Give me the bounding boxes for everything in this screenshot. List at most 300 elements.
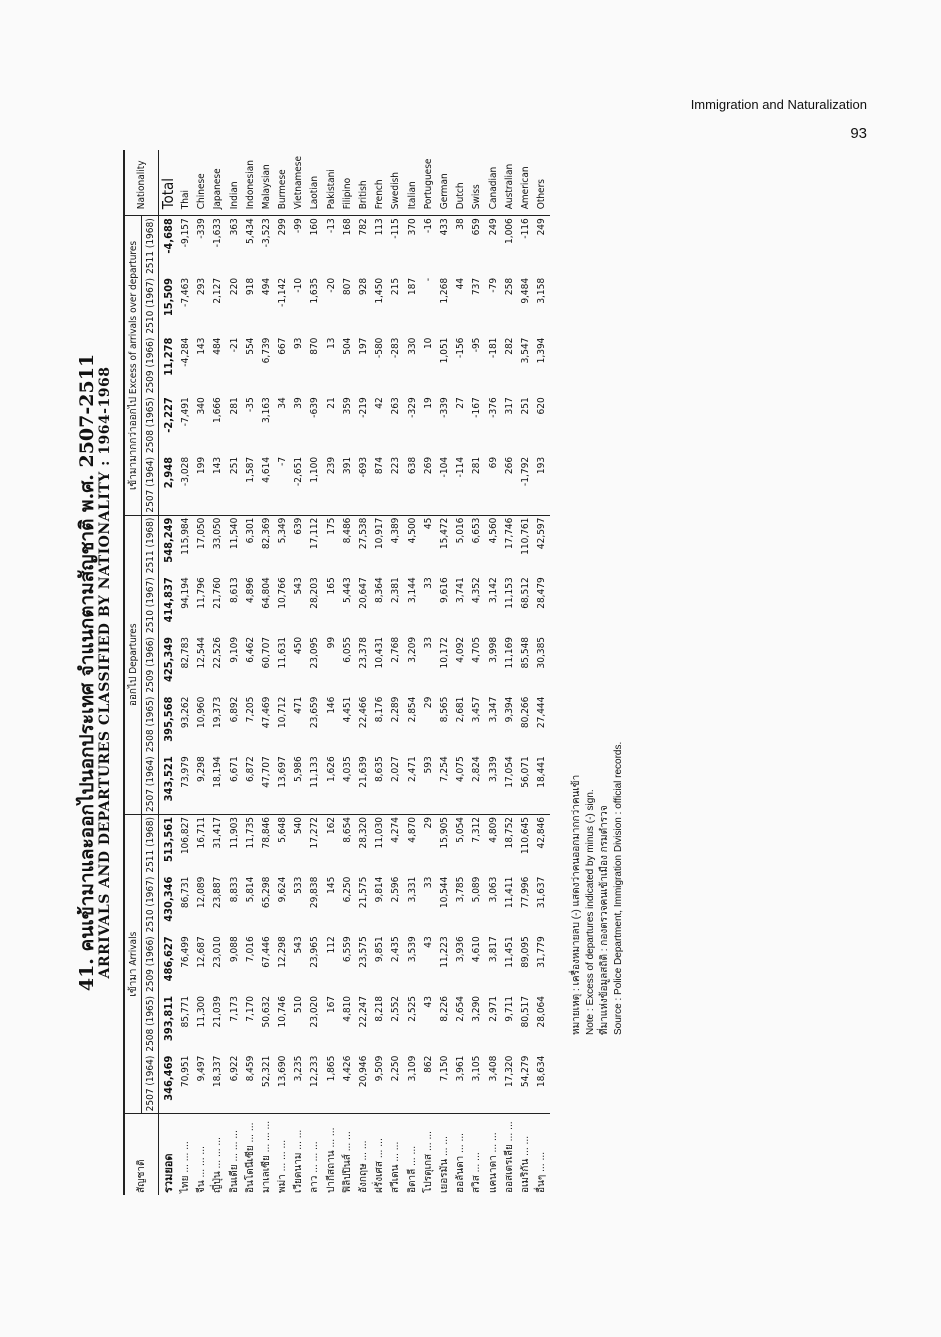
table-cell: 11,030 (372, 814, 388, 874)
table-cell: 11,223 (438, 936, 450, 968)
table-cell: -115 (388, 216, 404, 276)
year-header: 2510 (1967) (142, 575, 159, 635)
year-header: 2511 (1968) (142, 515, 159, 575)
year-header: 2511 (1968) (142, 814, 159, 874)
table-cell: 11,540 (226, 515, 242, 575)
table-cell: 425,349 (161, 636, 175, 683)
table-cell: 23,659 (309, 696, 321, 729)
table-cell: 543 (293, 936, 305, 954)
source-thai: ที่มาแห่งข้อมูลสถิติ : กองตรวจคนเข้าเมือง กรมตำรวจ (599, 805, 610, 1035)
table-cell: 10,431 (374, 636, 386, 669)
table-cell: 78,846 (258, 814, 274, 874)
table-cell: 928 (358, 277, 370, 296)
table-cell: 82,369 (258, 515, 274, 575)
table-cell: 56,071 (519, 756, 531, 788)
table-cell: 175 (323, 515, 339, 575)
table-cell: 6,250 (341, 876, 353, 903)
table-row (517, 150, 533, 1195)
table-cell: 807 (341, 277, 353, 296)
table-cell: -7,491 (179, 397, 191, 427)
table-cell: 29 (422, 696, 434, 709)
table-cell: 2,525 (406, 995, 418, 1022)
table-cell: 3,109 (406, 1055, 418, 1082)
table-cell: 8,613 (228, 577, 240, 604)
table-cell: 8,459 (244, 1055, 256, 1082)
table-cell: 220 (228, 277, 240, 296)
table-cell: 3,144 (406, 577, 418, 604)
table-cell: 5,986 (293, 756, 305, 783)
table-cell: 8,833 (228, 876, 240, 903)
table-row (291, 150, 307, 1195)
table-cell: 9,497 (196, 1055, 208, 1082)
table-cell: 215 (390, 277, 402, 296)
table-cell: 11,796 (196, 577, 208, 609)
row-label-thai: รวมยอด (159, 1114, 178, 1195)
table-cell: 13,690 (277, 1055, 289, 1088)
table-cell: 2,250 (390, 1055, 402, 1082)
table-cell: 80,266 (519, 696, 531, 729)
table-row (453, 150, 469, 1195)
table-cell: 239 (325, 456, 337, 475)
table-cell: 5,349 (275, 515, 291, 575)
table-cell: 10,746 (277, 995, 289, 1028)
row-label-english: German (438, 173, 450, 210)
table-cell: 7,170 (244, 995, 256, 1022)
table-cell: 7,016 (244, 936, 256, 963)
table-cell: 115,984 (177, 515, 193, 575)
table-cell: 17,050 (194, 515, 210, 575)
table-cell: 484 (212, 337, 224, 355)
group-excess: เข้ามามากกว่าออกไป Excess of arrivals over departures (124, 216, 142, 515)
table-cell: 7,150 (438, 1055, 450, 1082)
table-cell: 113 (372, 216, 388, 276)
table-cell: 3,785 (455, 876, 467, 903)
table-cell: 27,444 (536, 696, 548, 729)
table-cell: 21,760 (212, 577, 224, 609)
table-cell: 540 (291, 814, 307, 874)
table-cell: 620 (536, 397, 548, 415)
table-cell: 9,088 (228, 936, 240, 963)
table-cell: 1,394 (536, 337, 548, 364)
table-cell: 4,809 (485, 814, 501, 874)
page-number: 93 (850, 125, 867, 142)
table-cell: 638 (406, 456, 418, 475)
table-cell: 8,486 (339, 515, 355, 575)
table-cell: 167 (325, 995, 337, 1014)
table-cell: 17,054 (503, 756, 515, 788)
table-cell: -7 (277, 456, 289, 466)
table-cell: 65,298 (260, 876, 272, 909)
row-label-english: Pakistani (325, 169, 337, 210)
table-cell: 89,095 (519, 936, 531, 968)
table-cell: 6,559 (341, 936, 353, 963)
table-cell: 8,364 (374, 577, 386, 604)
table-cell: 258 (503, 277, 515, 296)
table-cell: 23,378 (358, 636, 370, 669)
table-cell: 4,075 (455, 756, 467, 783)
table-cell: 93,262 (179, 696, 191, 729)
table-notes (570, 742, 626, 1035)
table-cell: 47,469 (260, 696, 272, 729)
table-cell: 395,568 (161, 696, 175, 742)
table-cell: -16 (420, 216, 436, 276)
table-cell: 4,610 (471, 936, 483, 963)
table-cell: 9,624 (277, 876, 289, 903)
row-label-thai: อิตาลี ... ... (404, 1114, 420, 1195)
title-thai: 41. คนเข้ามาและออกไปนอกประเทศ จำแนกตามสัญชาติ พ.ศ. 2507-2511 (76, 353, 98, 992)
table-cell: 28,320 (355, 814, 371, 874)
table-cell: 143 (196, 337, 208, 355)
table-cell: 510 (293, 995, 305, 1014)
table-cell: 2,381 (390, 577, 402, 604)
table-cell: 73,979 (179, 756, 191, 788)
table-cell: 27 (455, 397, 467, 409)
table-cell: 18,337 (212, 1055, 224, 1088)
table-cell: 8,226 (438, 995, 450, 1022)
row-label-thai: อื่นๆ ... ... (534, 1114, 550, 1195)
table-cell: -3,523 (258, 216, 274, 276)
table-cell: 659 (469, 216, 485, 276)
row-label-english: Indian (228, 181, 240, 210)
table-cell: 2,471 (406, 756, 418, 783)
table-row (242, 150, 258, 1195)
table-cell: 430,346 (161, 876, 175, 922)
table-row (323, 150, 339, 1195)
table-cell: 11,300 (196, 995, 208, 1028)
table-cell: 34 (277, 397, 289, 409)
year-header: 2507 (1964) (142, 455, 159, 515)
table-cell: -693 (358, 456, 370, 478)
table-cell: 12,089 (196, 876, 208, 909)
table-cell: 20,647 (358, 577, 370, 609)
table-cell: 4,560 (485, 515, 501, 575)
col-nationality-thai: สัญชาติ (124, 1114, 159, 1195)
table-cell: 3,063 (487, 876, 499, 903)
table-cell: 60,707 (260, 636, 272, 669)
table-cell: 23,020 (309, 995, 321, 1028)
table-cell: 667 (277, 337, 289, 355)
table-cell: -20 (325, 277, 337, 293)
table-cell: 9,109 (228, 636, 240, 663)
table-cell: 3,408 (487, 1055, 499, 1082)
table-row (388, 150, 404, 1195)
table-row (275, 150, 291, 1195)
year-header: 2510 (1967) (142, 875, 159, 935)
table-cell: 263 (390, 397, 402, 415)
table-cell: 2,289 (390, 696, 402, 723)
table-cell: 1,635 (309, 277, 321, 304)
table-cell: 4,705 (471, 636, 483, 663)
table-cell: 17,320 (503, 1055, 515, 1088)
year-header: 2508 (1965) (142, 395, 159, 455)
table-cell: 31,779 (536, 936, 548, 968)
table-cell: 2,027 (390, 756, 402, 783)
group-arrivals: เข้ามา Arrivals (124, 814, 142, 1113)
row-label-thai: จีน ... ... ... (194, 1114, 210, 1195)
table-cell: 54,279 (519, 1055, 531, 1088)
table-cell: -13 (323, 216, 339, 276)
table-cell: 6,739 (260, 337, 272, 364)
row-label-english: Swiss (471, 184, 483, 210)
row-label-thai: ลาว ... ... ... (307, 1114, 323, 1195)
row-label-thai: ออสเตรเลีย ... ... (501, 1114, 517, 1195)
row-label-english: Swedish (390, 172, 402, 210)
row-label-english: Filipino (341, 177, 353, 210)
table-cell: 2,552 (390, 995, 402, 1022)
table-cell: 10 (422, 337, 434, 350)
table-cell: 639 (291, 515, 307, 575)
row-label-english: Others (536, 179, 548, 210)
table-cell: 199 (196, 456, 208, 475)
table-cell: 3,290 (471, 995, 483, 1022)
table-cell: 29 (420, 814, 436, 874)
table-cell: 160 (307, 216, 323, 276)
row-label-thai: โปรตุเกส ... ... (420, 1114, 436, 1195)
table-cell: -114 (455, 456, 467, 478)
table-cell: 19,373 (212, 696, 224, 729)
row-label-thai: อินโดนีเซีย ... ... (242, 1114, 258, 1195)
table-cell: 8,565 (438, 696, 450, 723)
table-cell: 18,194 (212, 756, 224, 788)
table-cell: 11,451 (503, 936, 515, 968)
table-cell: 2,971 (487, 995, 499, 1022)
table-cell: 42,846 (534, 814, 550, 874)
table-cell: 29,838 (309, 876, 321, 909)
table-cell: 146 (325, 696, 337, 714)
table-row (372, 150, 388, 1195)
year-header: 2511 (1968) (142, 216, 159, 276)
table-cell: -116 (517, 216, 533, 276)
table-row (258, 150, 274, 1195)
table-cell: 433 (436, 216, 452, 276)
table-cell: 31,417 (210, 814, 226, 874)
table-cell: 52,321 (260, 1055, 272, 1088)
table-cell: 3,741 (455, 577, 467, 604)
table-cell: 251 (519, 397, 531, 415)
table-cell: 43 (422, 936, 434, 948)
table-row (177, 150, 193, 1195)
table-cell: -580 (374, 337, 386, 359)
row-label-thai: อินเดีย ... ... ... (226, 1114, 242, 1195)
table-cell: 16,711 (194, 814, 210, 874)
table-cell: 363 (226, 216, 242, 276)
table-cell: 3,998 (487, 636, 499, 663)
table-cell: 4,274 (388, 814, 404, 874)
table-cell: 282 (503, 337, 515, 355)
table-cell: 2,948 (161, 456, 175, 489)
table-cell: 18,441 (536, 756, 548, 788)
table-cell: 99 (325, 636, 337, 649)
table-cell: 12,544 (196, 636, 208, 669)
table-cell: 1,865 (325, 1055, 337, 1082)
table-cell: 28,203 (309, 577, 321, 609)
table-cell: 17,272 (307, 814, 323, 874)
table-cell: 11,169 (503, 636, 515, 669)
group-departures: ออกไป Departures (124, 515, 142, 814)
table-cell: 10,960 (196, 696, 208, 729)
table-cell: 23,010 (212, 936, 224, 968)
table-cell: 17,112 (307, 515, 323, 575)
table-cell: 3,339 (487, 756, 499, 783)
table-cell: 8,654 (339, 814, 355, 874)
row-label-english: Thai (179, 190, 191, 210)
row-label-thai: ฮอลันดา ... ... (453, 1114, 469, 1195)
table-cell: 6,055 (341, 636, 353, 663)
table-cell: 11,903 (226, 814, 242, 874)
table-cell: 27,538 (355, 515, 371, 575)
table-cell: 93 (293, 337, 305, 350)
table-cell: 2,435 (390, 936, 402, 963)
table-cell: 165 (325, 577, 337, 595)
table-cell: 330 (406, 337, 418, 355)
table-cell: 5,016 (453, 515, 469, 575)
table-cell: -2,227 (161, 397, 175, 433)
table-cell: -329 (406, 397, 418, 418)
table-cell: 145 (325, 876, 337, 894)
table-cell: 3,142 (487, 577, 499, 604)
table-cell: 1,450 (374, 277, 386, 304)
table-cell: 486,627 (161, 936, 175, 982)
table-cell: 6,462 (244, 636, 256, 663)
table-cell: 12,233 (309, 1055, 321, 1088)
table-row (485, 150, 501, 1195)
table-row (307, 150, 323, 1195)
table-cell: 2,768 (390, 636, 402, 663)
table-cell: 737 (471, 277, 483, 296)
table-row (436, 150, 452, 1195)
table-cell: 471 (293, 696, 305, 714)
table-cell: -95 (471, 337, 483, 353)
row-label-thai: มาเลเซีย ... ... ... (258, 1114, 274, 1195)
table-cell: 11,133 (309, 756, 321, 788)
table-cell: 9,509 (374, 1055, 386, 1082)
table-cell: -21 (228, 337, 240, 353)
table-cell: 9,484 (519, 277, 531, 304)
row-label-thai: ฝรั่งเศส ... ... (372, 1114, 388, 1195)
table-cell: 782 (355, 216, 371, 276)
row-label-english: British (358, 180, 370, 210)
total-row (159, 150, 178, 1195)
year-header: 2509 (1966) (142, 635, 159, 695)
table-cell: 11,153 (503, 577, 515, 609)
table-cell: 266 (503, 456, 515, 475)
table-cell: -79 (487, 277, 499, 293)
table-cell: 23,575 (358, 936, 370, 968)
table-cell: 5,089 (471, 876, 483, 903)
row-label-english: Laotian (309, 175, 321, 210)
table-cell: -35 (244, 397, 256, 412)
table-cell: 3,457 (471, 696, 483, 723)
table-row (469, 150, 485, 1195)
row-label-english: Italian (406, 181, 418, 210)
table-cell: 1,006 (501, 216, 517, 276)
table-cell: 7,173 (228, 995, 240, 1022)
table-cell: 3,961 (455, 1055, 467, 1082)
table-cell: 50,632 (260, 995, 272, 1028)
table-cell: 42 (374, 397, 386, 409)
table-cell: 85,771 (179, 995, 191, 1028)
table-cell: 110,645 (517, 814, 533, 874)
table-cell: 21 (325, 397, 337, 409)
row-label-thai: สวีเดน ... ... (388, 1114, 404, 1195)
table-cell: 8,218 (374, 995, 386, 1022)
table-cell: 2,654 (455, 995, 467, 1022)
table-cell: 112 (325, 936, 337, 954)
table-cell: 4,426 (341, 1055, 353, 1082)
table-cell: 281 (471, 456, 483, 475)
table-cell: 3,936 (455, 936, 467, 963)
table-cell: -156 (455, 337, 467, 359)
row-label-thai: ปากีสถาน ... ... (323, 1114, 339, 1195)
running-header: Immigration and Naturalization (690, 97, 867, 112)
table-cell: 391 (341, 456, 353, 475)
table-cell: 450 (293, 636, 305, 655)
table-cell: 7,254 (438, 756, 450, 783)
table-cell: -1,142 (277, 277, 289, 307)
table-cell: 33,050 (210, 515, 226, 575)
table-cell: -1,633 (210, 216, 226, 276)
table-cell: 504 (341, 337, 353, 355)
table-cell: 67,446 (260, 936, 272, 968)
table-cell: 4,035 (341, 756, 353, 783)
table-cell: 9,851 (374, 936, 386, 963)
table-cell: 2,824 (471, 756, 483, 783)
row-label-english: Burmese (277, 169, 289, 210)
table-cell: 269 (422, 456, 434, 475)
row-label-thai: อเมริกัน ... ... (517, 1114, 533, 1195)
table-cell: - (422, 277, 434, 282)
table-cell: -10 (293, 277, 305, 293)
row-label-thai: ญี่ปุ่น ... ... ... (210, 1114, 226, 1195)
row-label-english: Dutch (455, 182, 467, 210)
table-cell: 8,635 (374, 756, 386, 783)
table-cell: 6,922 (228, 1055, 240, 1082)
table-cell: 6,301 (242, 515, 258, 575)
table-cell: -219 (358, 397, 370, 418)
table-cell: 15,472 (436, 515, 452, 575)
table-cell: 17,746 (501, 515, 517, 575)
table-cell: 494 (260, 277, 272, 296)
table-cell: 94,194 (179, 577, 191, 609)
row-label-english: Malaysian (260, 164, 272, 210)
table-cell: 10,917 (372, 515, 388, 575)
table-cell: 31,637 (536, 876, 548, 909)
table-cell: 110,761 (517, 515, 533, 575)
table-cell: 543 (293, 577, 305, 595)
table-cell: 18,752 (501, 814, 517, 874)
table-cell: 4,389 (388, 515, 404, 575)
table-cell: -7,463 (179, 277, 191, 307)
table-cell: 9,711 (503, 995, 515, 1022)
row-label-english: French (374, 179, 386, 210)
table-cell: 5,434 (242, 216, 258, 276)
table-cell: 187 (406, 277, 418, 296)
table-cell: 70,951 (179, 1055, 191, 1088)
table-cell: 68,512 (519, 577, 531, 609)
table-cell: 3,235 (293, 1055, 305, 1082)
table-cell: 21,575 (358, 876, 370, 909)
table-cell: 162 (323, 814, 339, 874)
table-cell: 1,626 (325, 756, 337, 783)
table-cell: 3,105 (471, 1055, 483, 1082)
table-cell: 28,064 (536, 995, 548, 1028)
table-cell: 3,539 (406, 936, 418, 963)
table-cell: 10,172 (438, 636, 450, 669)
table-cell: -181 (487, 337, 499, 359)
table-cell: 4,810 (341, 995, 353, 1022)
table-cell: 193 (536, 456, 548, 475)
table-cell: 82,783 (179, 636, 191, 669)
